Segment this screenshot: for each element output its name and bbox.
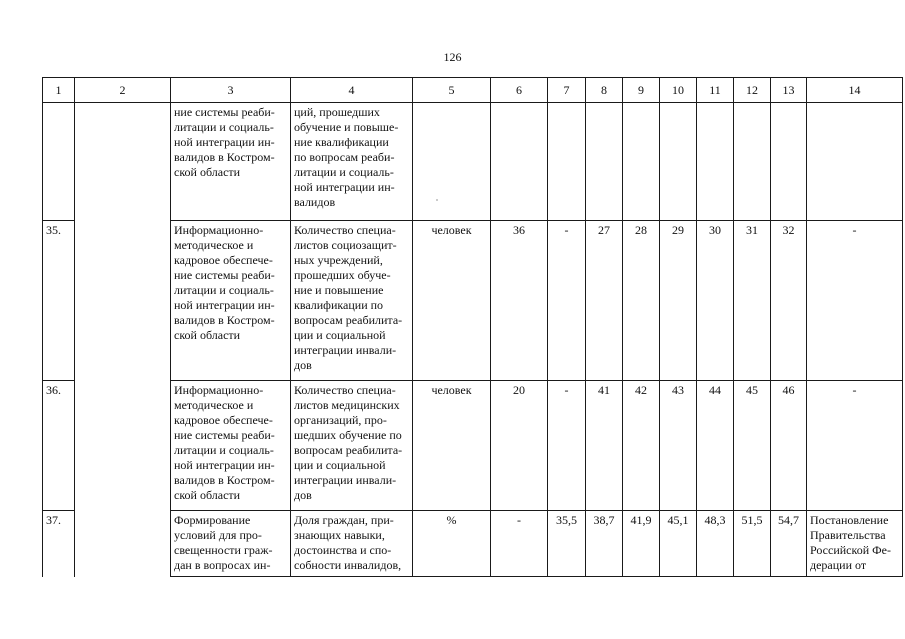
basis-document-cell xyxy=(807,511,903,577)
value-cell-13: 46 xyxy=(771,381,807,511)
basis-document-cell: - xyxy=(807,221,903,381)
event-name-cell xyxy=(171,221,291,381)
indicator-name-cell xyxy=(291,103,413,221)
row-number-cell: 36. xyxy=(43,381,75,511)
row-number-cell: 37. xyxy=(43,511,75,577)
header-cell-8: 8 xyxy=(586,78,623,103)
table-row-35 xyxy=(43,221,903,381)
value-cell-13 xyxy=(771,103,807,221)
value-cell-9: 28 xyxy=(623,221,660,381)
event-name-cell xyxy=(171,511,291,577)
scan-speck xyxy=(436,199,438,201)
header-cell-9: 9 xyxy=(623,78,660,103)
unit-cell xyxy=(413,103,491,221)
program-indicators-table xyxy=(42,77,903,577)
value-cell-11: 44 xyxy=(697,381,734,511)
row-number-cell xyxy=(43,103,75,221)
header-cell-14: 14 xyxy=(807,78,903,103)
value-cell-11: 48,3 xyxy=(697,511,734,577)
value-cell-7: 35,5 xyxy=(548,511,586,577)
value-cell-12: 31 xyxy=(734,221,771,381)
value-cell-12 xyxy=(734,103,771,221)
value-cell-10 xyxy=(660,103,697,221)
event-name-cell xyxy=(171,381,291,511)
indicator-name-cell xyxy=(291,511,413,577)
value-cell-8: 41 xyxy=(586,381,623,511)
basis-document-text: Постановление Правительства Российской Фе- дерации от xyxy=(810,513,891,572)
unit-cell: человек xyxy=(413,221,491,381)
event-name-text: Информационно- методическое и кадровое обеспече- ние системы реаби- литации и социаль- ной интеграции ин- валидов в Костром- ской области xyxy=(174,223,275,342)
header-cell-11: 11 xyxy=(697,78,734,103)
value-cell-7: - xyxy=(548,221,586,381)
header-cell-5: 5 xyxy=(413,78,491,103)
base-value-cell: 20 xyxy=(491,381,548,511)
value-cell-7 xyxy=(548,103,586,221)
indicator-name-text: ций, прошедших обучение и повыше- ние квалификации по вопросам реаби- литации и социаль- ной интеграции ин- валидов xyxy=(294,105,399,209)
base-value-cell: 36 xyxy=(491,221,548,381)
base-value-cell: - xyxy=(491,511,548,577)
base-value-cell xyxy=(491,103,548,221)
value-cell-8: 38,7 xyxy=(586,511,623,577)
page-number: 126 xyxy=(443,50,462,64)
value-cell-11 xyxy=(697,103,734,221)
indicator-name-text: Количество специа- листов социозащит- ных учреждений, прошедших обуче- ние и повышение квалификации по вопросам реабилита- ции и социальной интеграции инвали- дов xyxy=(294,223,403,372)
table-row-37 xyxy=(43,511,903,577)
event-name-cell xyxy=(171,103,291,221)
indicator-name-text: Количество специа- листов медицинских организаций, про- шедших обучение по вопросам реабилита- ции и социальной интеграции инвали- дов xyxy=(294,383,403,502)
value-cell-13: 32 xyxy=(771,221,807,381)
header-cell-7: 7 xyxy=(548,78,586,103)
value-cell-7: - xyxy=(548,381,586,511)
value-cell-10: 29 xyxy=(660,221,697,381)
unit-cell: % xyxy=(413,511,491,577)
header-cell-12: 12 xyxy=(734,78,771,103)
indicator-name-cell xyxy=(291,221,413,381)
value-cell-9: 41,9 xyxy=(623,511,660,577)
unit-cell: человек xyxy=(413,381,491,511)
header-cell-2: 2 xyxy=(75,78,171,103)
header-cell-13: 13 xyxy=(771,78,807,103)
header-cell-1: 1 xyxy=(43,78,75,103)
row-number-cell: 35. xyxy=(43,221,75,381)
basis-document-cell xyxy=(807,103,903,221)
header-cell-3: 3 xyxy=(171,78,291,103)
value-cell-9 xyxy=(623,103,660,221)
header-cell-10: 10 xyxy=(660,78,697,103)
event-name-text: Формирование условий для про- свещенности граж- дан в вопросах ин- xyxy=(174,513,273,572)
event-name-text: Информационно- методическое и кадровое обеспече- ние системы реаби- литации и социаль- ной интеграции ин- валидов в Костром- ской области xyxy=(174,383,275,502)
value-cell-8 xyxy=(586,103,623,221)
table-row-36 xyxy=(43,381,903,511)
value-cell-10: 45,1 xyxy=(660,511,697,577)
event-name-text: ние системы реаби- литации и социаль- ной интеграции ин- валидов в Костром- ской области xyxy=(174,105,275,179)
table-row-continuation xyxy=(43,103,903,221)
indicator-name-text: Доля граждан, при- знающих навыки, достоинства и спо- собности инвалидов, xyxy=(294,513,402,572)
basis-document-cell: - xyxy=(807,381,903,511)
value-cell-11: 30 xyxy=(697,221,734,381)
value-cell-12: 45 xyxy=(734,381,771,511)
merged-column-2-cell xyxy=(75,103,171,577)
table-header-row xyxy=(43,78,903,103)
value-cell-8: 27 xyxy=(586,221,623,381)
value-cell-12: 51,5 xyxy=(734,511,771,577)
indicator-name-cell xyxy=(291,381,413,511)
value-cell-9: 42 xyxy=(623,381,660,511)
value-cell-10: 43 xyxy=(660,381,697,511)
header-cell-6: 6 xyxy=(491,78,548,103)
value-cell-13: 54,7 xyxy=(771,511,807,577)
header-cell-4: 4 xyxy=(291,78,413,103)
